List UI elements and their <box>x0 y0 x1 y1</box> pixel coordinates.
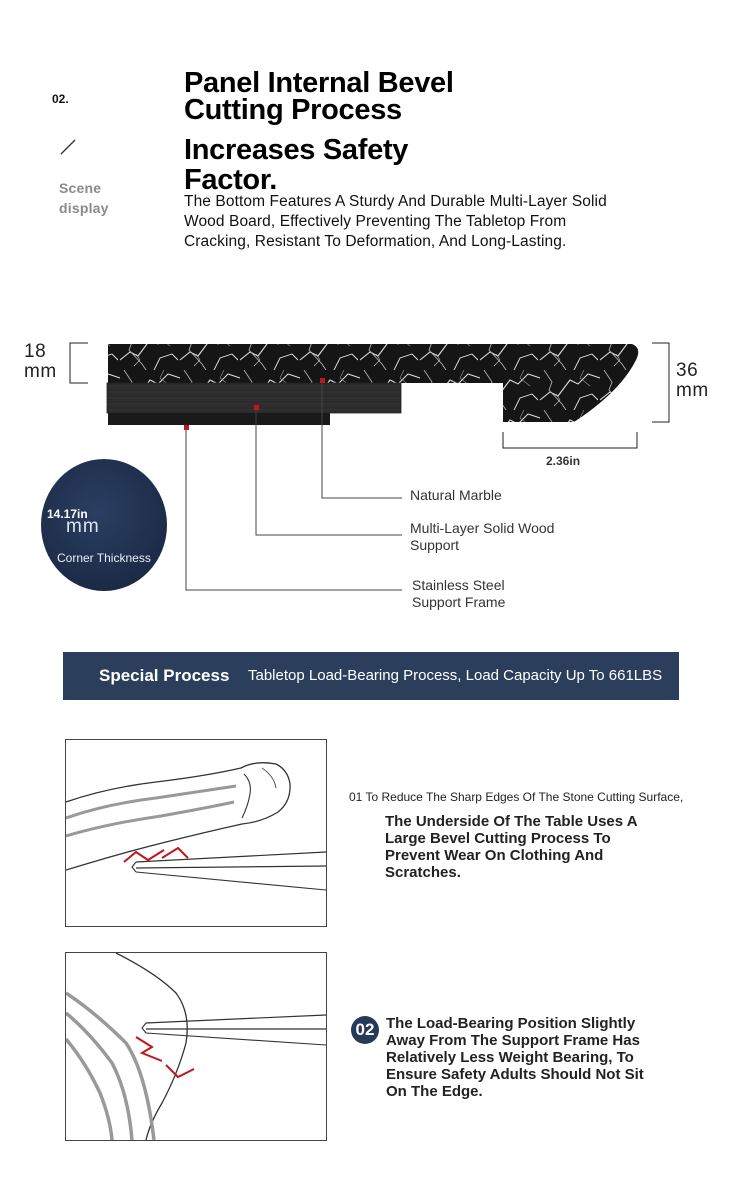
left-dim-unit: mm <box>24 361 57 382</box>
description: The Bottom Features A Sturdy And Durable Multi-Layer Solid Wood Board, Effectively Preventing The Tabletop From Cracking, Resistant To Deformation, And Long-Lasting. <box>184 193 607 250</box>
title-line4: Factor. <box>184 164 277 196</box>
wood-leader <box>256 407 402 535</box>
point-01-intro: 01 To Reduce The Sharp Edges Of The Stone Cutting Surface, <box>349 790 684 804</box>
banner-text: Tabletop Load-Bearing Process, Load Capacity Up To 661LBS <box>248 667 663 684</box>
width-dim-bracket <box>503 432 637 448</box>
wood-support-label-line1: Multi-Layer Solid Wood <box>410 520 555 536</box>
badge-value-mm: mm <box>66 516 100 537</box>
title-line2: Cutting Process <box>184 94 402 126</box>
section-number: 02. <box>52 92 69 106</box>
arm-sketch-icon <box>66 740 326 926</box>
steel-leader <box>186 427 402 590</box>
wood-support-label <box>410 520 554 554</box>
point-01-body: The Underside Of The Table Uses A Large Bevel Cutting Process To Prevent Wear On Clothing And Scratches. <box>385 813 637 881</box>
steel-frame <box>108 413 330 425</box>
right-dim-bracket <box>652 343 669 422</box>
corner-thickness-badge <box>41 459 167 591</box>
point-02-number-badge: 02 <box>351 1016 379 1044</box>
illustration-bevel-clothing <box>65 739 327 927</box>
slash-divider-icon <box>58 138 78 156</box>
left-dim-value: 18 <box>24 341 47 362</box>
sitting-sketch-icon <box>66 953 326 1140</box>
steel-frame-label-line1: Stainless Steel <box>412 577 505 593</box>
wood-marker <box>254 405 259 410</box>
scene-label <box>59 178 109 218</box>
special-process-banner <box>63 652 679 700</box>
illustration-sitting-edge <box>65 952 327 1141</box>
left-dim-bracket <box>70 343 88 383</box>
steel-frame-label <box>412 577 505 611</box>
scene-label-line2: display <box>59 200 109 216</box>
badge-value-inches: 14.17in <box>47 507 88 521</box>
banner-title: Special Process <box>99 666 230 685</box>
title-line3: Increases Safety <box>184 134 409 166</box>
right-dim-unit: mm <box>676 380 709 401</box>
natural-marble-label: Natural Marble <box>410 487 502 503</box>
width-dim-label: 2.36in <box>546 454 581 468</box>
wood-support-label-line2: Support <box>410 537 460 553</box>
page-title <box>184 67 524 196</box>
title-line1: Panel Internal Bevel <box>184 67 454 99</box>
scene-label-line1: Scene <box>59 180 102 196</box>
marble-marker <box>320 378 325 383</box>
steel-marker <box>184 425 189 430</box>
right-dim-value: 36 <box>676 360 699 381</box>
steel-frame-label-line2: Support Frame <box>412 594 506 610</box>
badge-caption: Corner Thickness <box>57 551 151 565</box>
point-02-body: The Load-Bearing Position Slightly Away From The Support Frame Has Relatively Less Weight Bearing, To Ensure Safety Adults Should Not Sit On The Edge. <box>386 1015 644 1100</box>
